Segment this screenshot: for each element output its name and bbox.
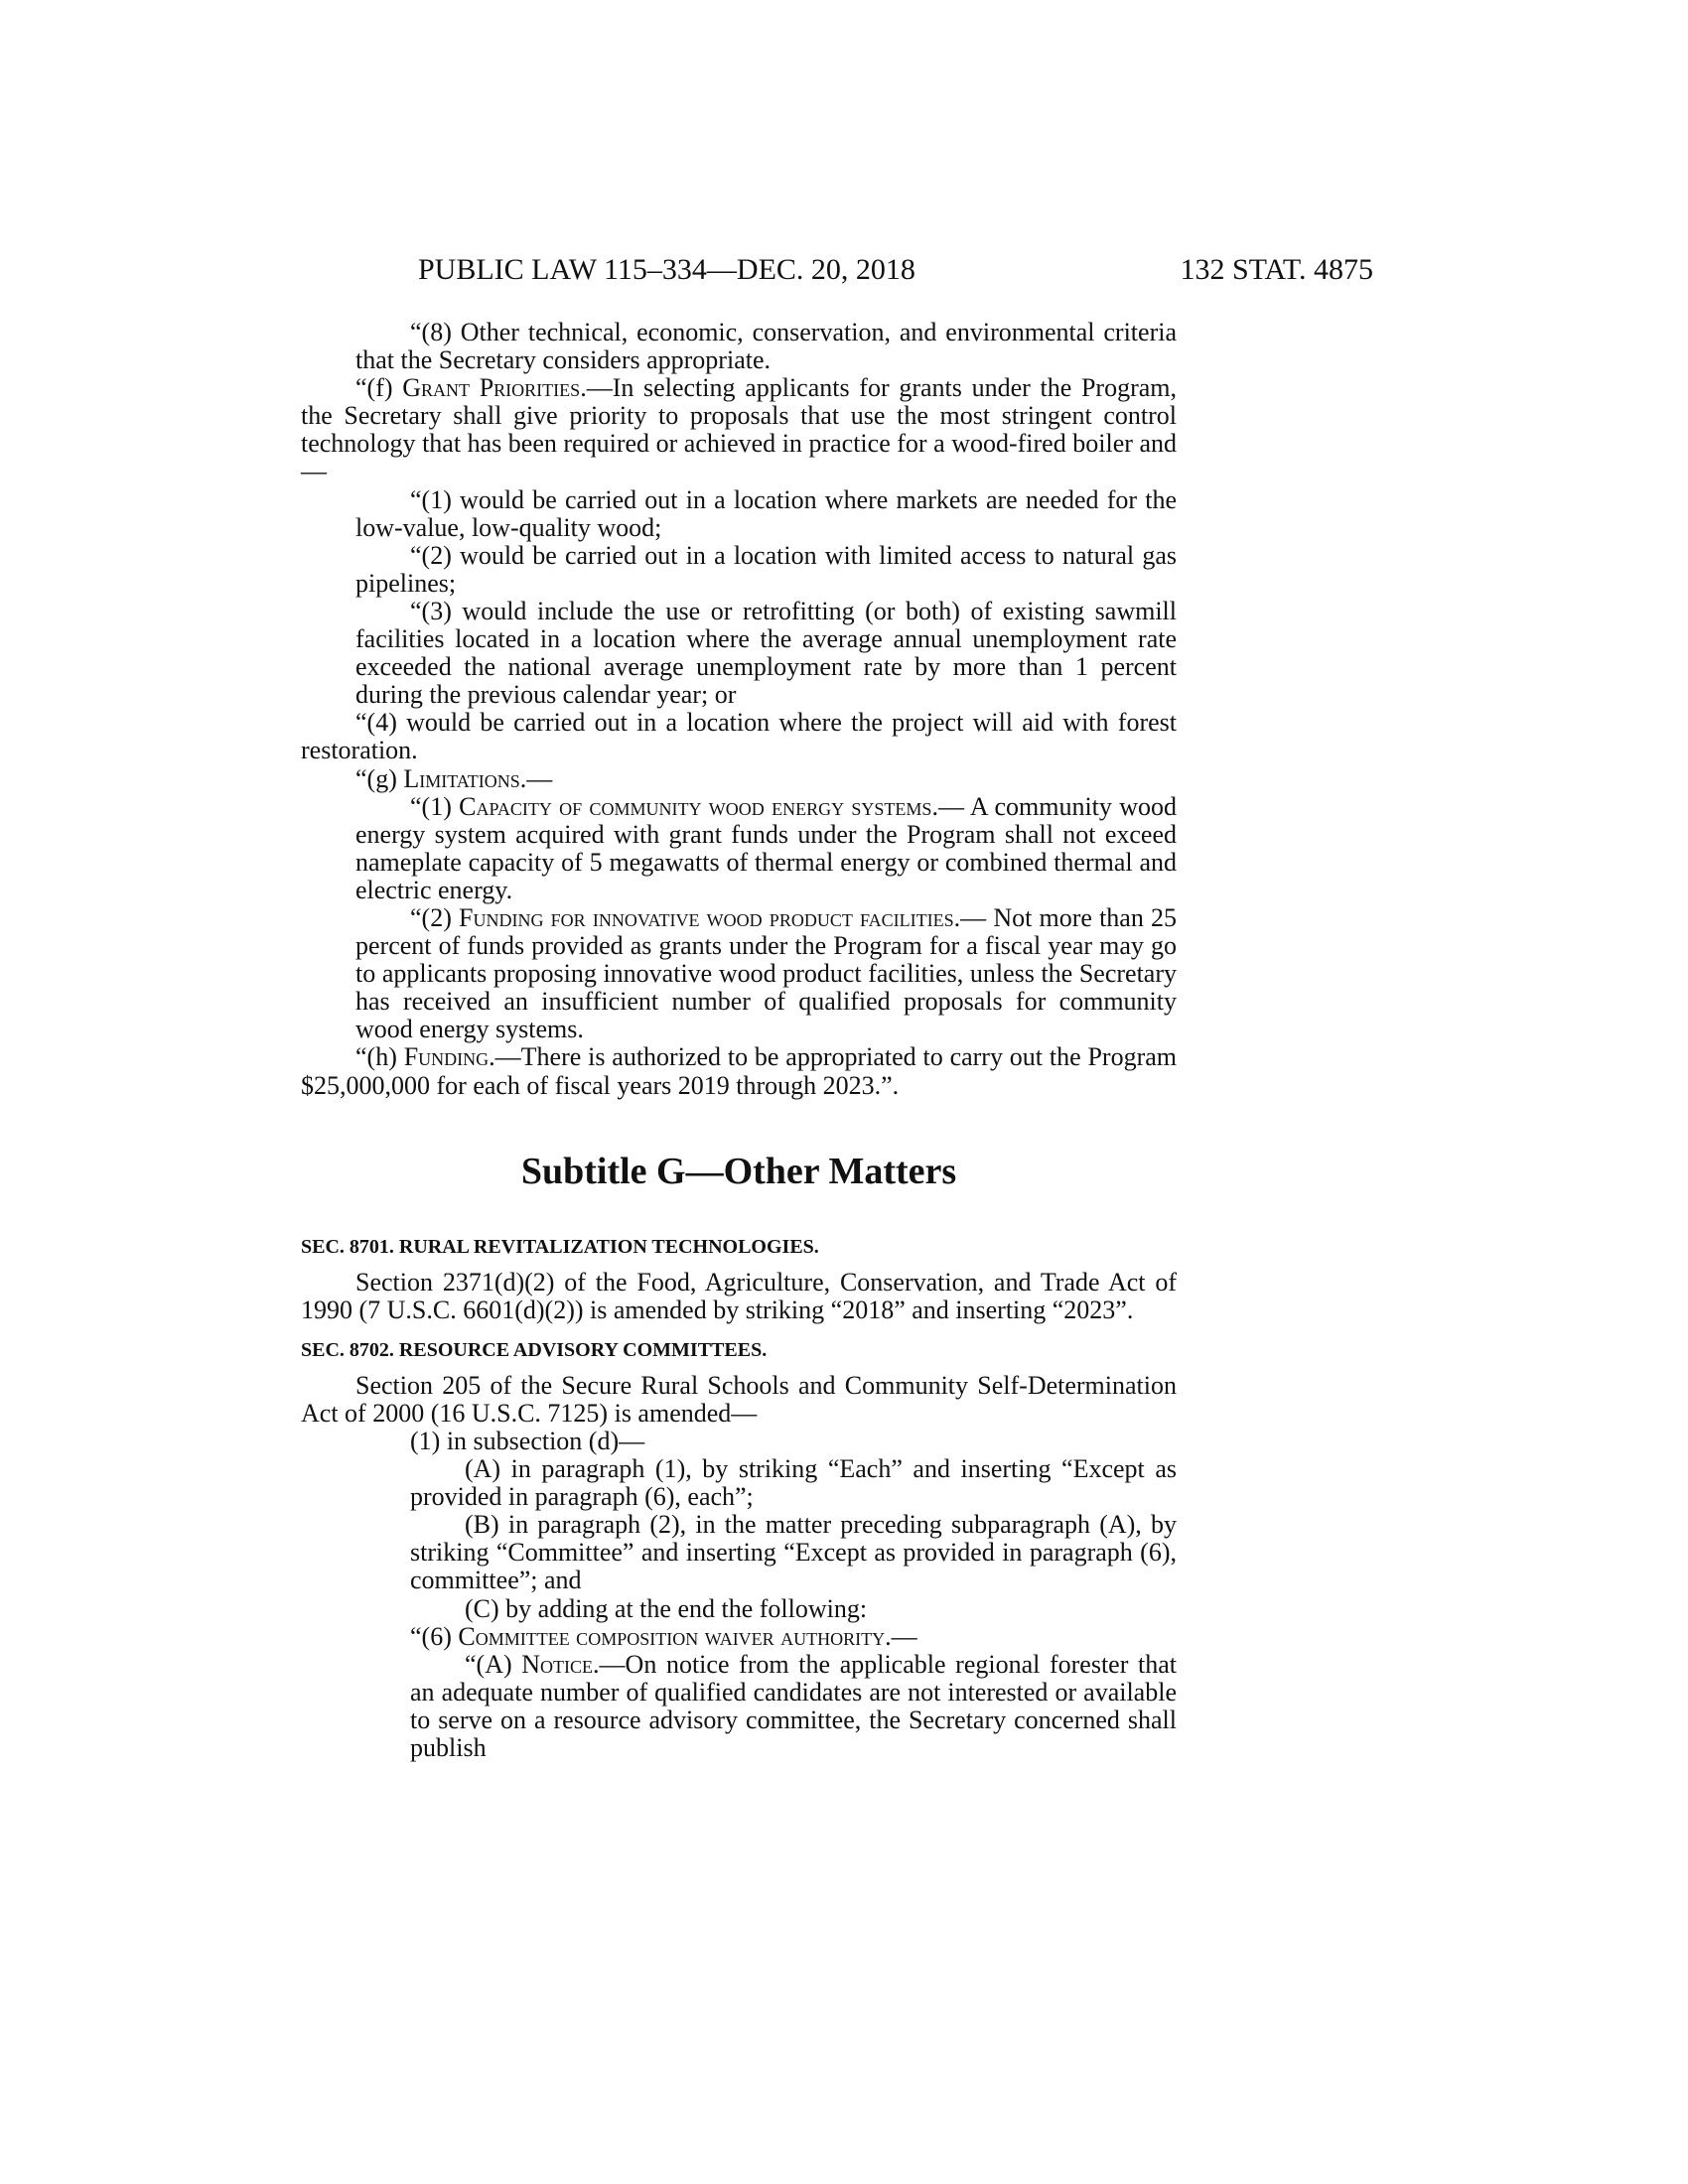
paragraph-g1-heading: Capacity of community wood energy systems [459,791,932,821]
section-8701-heading: SEC. 8701. RURAL REVITALIZATION TECHNOLOGIES. [301,1235,819,1258]
paragraph-f [301,374,1177,485]
paragraph-g1-open: “(1) [410,791,460,821]
paragraph-h [301,1043,1177,1099]
paragraph-sA: (A) in paragraph (1), by striking “Each” and inserting “Except as provided in paragraph (6), each”; [410,1454,1177,1512]
paragraph-s6-dash: .— [885,1621,917,1651]
document-body [301,319,1177,1762]
paragraph-s1: (1) in subsection (d)— [410,1427,645,1455]
paragraph-s6-open: “(6) [410,1621,459,1651]
section-8701-text: Section 2371(d)(2) of the Food, Agriculture, Conservation, and Trade Act of 1990 (7 U.S.C. 6601(d)(2)) is amended by striking “2018” and inserting “2023”. [301,1267,1177,1324]
paragraph-g2-text: .— Not more than 25 percent of funds provided as grants under the Program for a fiscal year may go to applicants proposing innovative wood product facilities, unless the Secretary has received an insufficient number of qualified proposals for community wood energy systems. [355,902,1178,1044]
paragraph-g2-open: “(2) [410,902,460,932]
section-8702-text: Section 205 of the Secure Rural Schools and Community Self-Determination Act of 2000 (16 U.S.C. 7125) is amended— [301,1370,1177,1428]
paragraph-sA2-open: “(A) [465,1649,522,1679]
paragraph-e8: “(8) Other technical, economic, conservation, and environmental criteria that the Secretary considers appropriate. [355,318,1177,375]
paragraph-sA2 [301,1651,1177,1762]
paragraph-g-dash: .— [519,763,553,793]
paragraph-g2 [301,904,1177,1043]
paragraph-f-heading: Grant Priorities [402,373,581,403]
paragraph-s6-heading: Committee composition waiver authority [458,1621,886,1651]
section-8702-heading: SEC. 8702. RESOURCE ADVISORY COMMITTEES. [301,1338,768,1361]
paragraph-sB: (B) in paragraph (2), in the matter preceding subparagraph (A), by striking “Committee” and inserting “Except as provided in paragraph (6), committee”; and [410,1510,1177,1595]
paragraph-g-open: “(g) [355,763,404,793]
paragraph-h-heading: Funding [403,1042,490,1072]
running-header-left: PUBLIC LAW 115–334—DEC. 20, 2018 [418,253,915,286]
paragraph-g1-text: .— A community wood energy system acquired with grant funds under the Program shall not exceed nameplate capacity of 5 megawatts of thermal energy or combined thermal and electric energy. [355,791,1177,904]
subtitle-heading: Subtitle G—Other Matters [520,1150,957,1192]
paragraph-f2: “(2) would be carried out in a location with limited access to natural gas pipelines; [355,540,1177,598]
paragraph-sC: (C) by adding at the end the following: [465,1593,868,1623]
paragraph-f-text: .—In selecting applicants for grants under the Program, the Secretary shall give priority to proposals that use the most stringent control technology that has been required or achieved in practice for a wood-fired boiler and— [301,373,1178,486]
paragraph-f1: “(1) would be carried out in a location where markets are needed for the low-value, low-quality wood; [355,484,1177,542]
running-header-right: 132 STAT. 4875 [1180,253,1373,286]
paragraph-h-text: .—There is authorized to be appropriated to carry out the Program $25,000,000 for each of fiscal years 2019 through 2023.”. [301,1042,1178,1100]
paragraph-s6 [301,1623,1177,1651]
paragraph-f4: “(4) would be carried out in a location where the project will aid with forest restoration. [301,708,1177,765]
paragraph-sA2-text: .—On notice from the applicable regional forester that an adequate number of qualified candidates are not interested or available to serve on a resource advisory committee, the Secretary concerned shall publish [410,1649,1177,1763]
paragraph-g-heading: Limitations [403,763,520,793]
paragraph-h-open: “(h) [355,1042,404,1072]
paragraph-g [301,765,1177,793]
paragraph-sA2-heading: Notice [521,1649,594,1679]
paragraph-g2-heading: Funding for innovative wood product facilities [459,902,954,932]
paragraph-g1 [301,793,1177,904]
paragraph-f3: “(3) would include the use or retrofitting (or both) of existing sawmill facilities located in a location where the average annual unemployment rate exceeded the national average unemployment rate by more than 1 percent during the previous calendar year; or [355,596,1177,710]
paragraph-f-open: “(f) [355,373,403,403]
